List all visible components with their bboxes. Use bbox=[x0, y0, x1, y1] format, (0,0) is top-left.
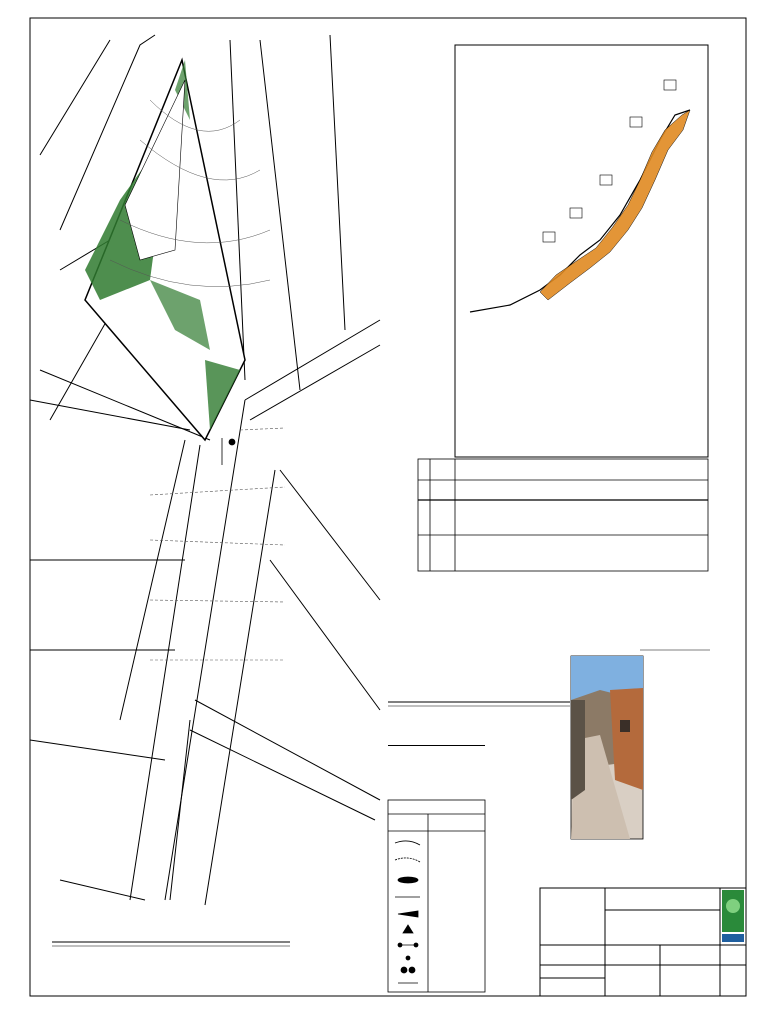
legend-box bbox=[388, 800, 485, 992]
plan-view bbox=[30, 35, 380, 905]
legend-symbols bbox=[395, 841, 420, 983]
station-lines bbox=[150, 428, 285, 660]
bms-title bbox=[388, 745, 485, 746]
title-block bbox=[540, 888, 746, 996]
profile-band bbox=[418, 459, 708, 571]
bms-table bbox=[388, 745, 485, 746]
park-triangle bbox=[85, 60, 270, 440]
station-markers bbox=[222, 438, 235, 465]
site-photo bbox=[571, 656, 643, 839]
logo bbox=[722, 890, 744, 942]
profile-grid bbox=[455, 45, 708, 457]
